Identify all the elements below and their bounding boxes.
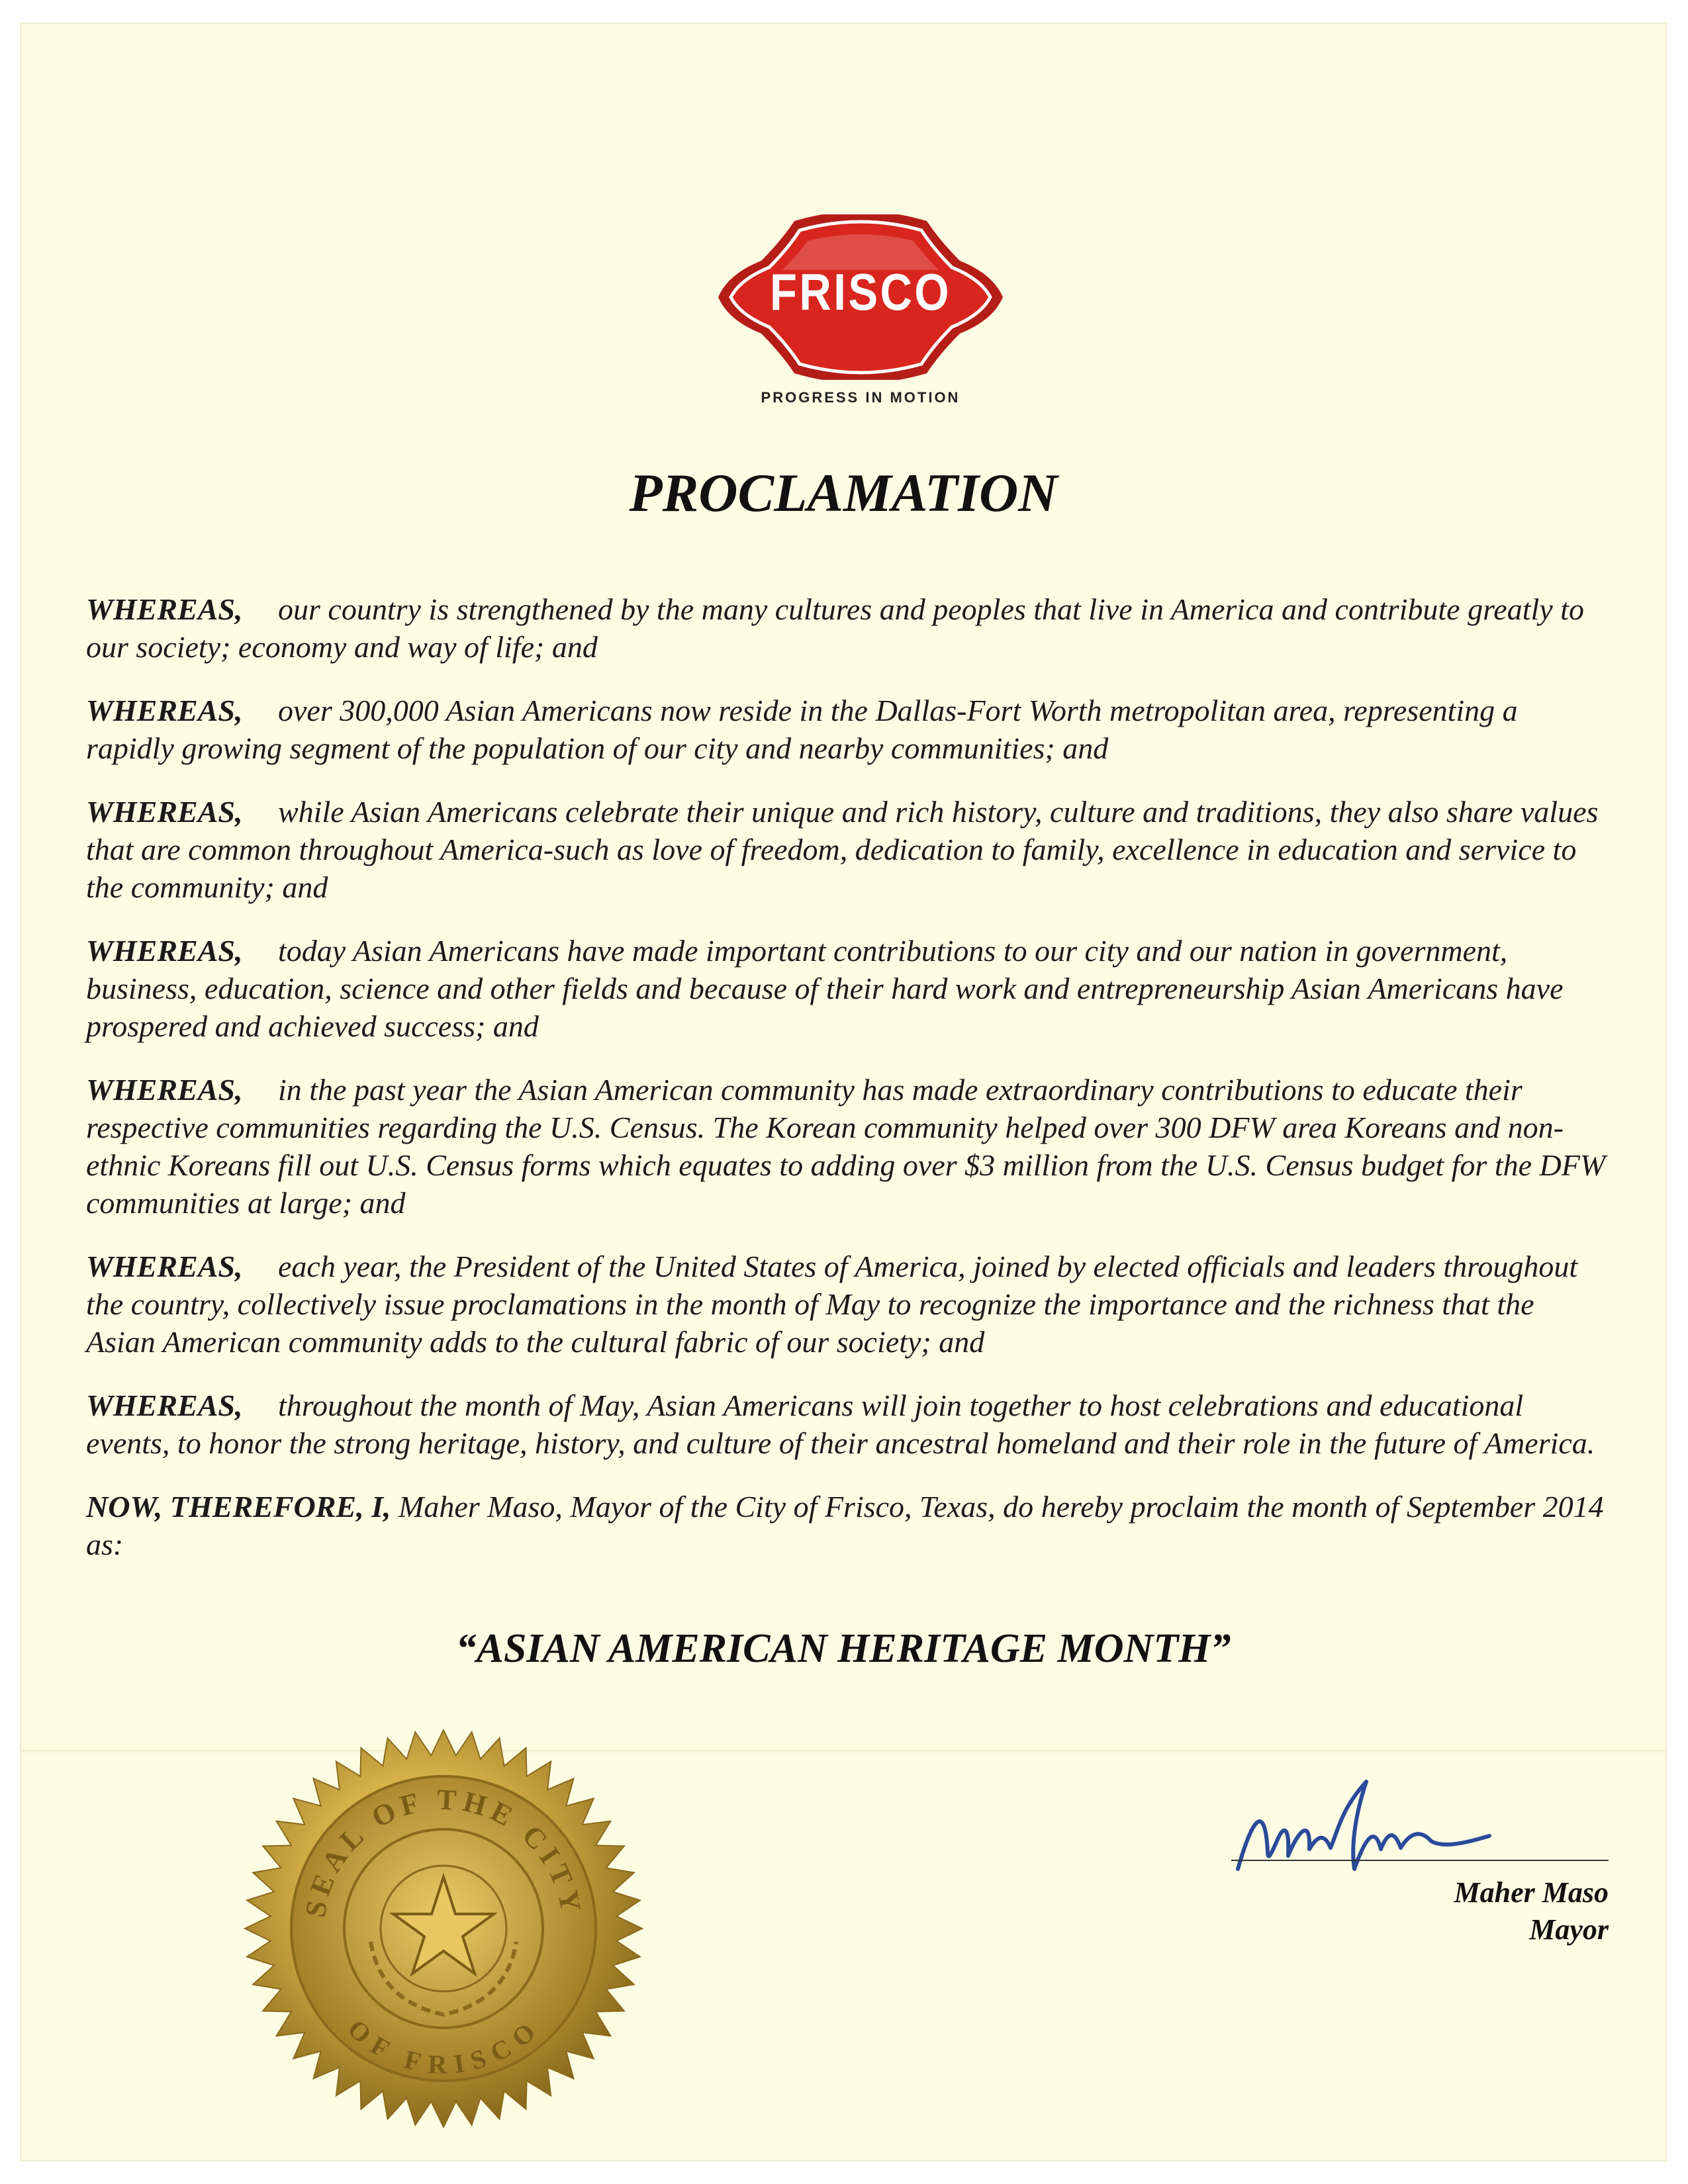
whereas-paragraph [86, 1248, 1609, 1361]
signer-title: Mayor [1529, 1913, 1609, 1946]
paragraph-lead: WHEREAS, [86, 1073, 243, 1107]
paragraph-lead: WHEREAS, [86, 934, 243, 968]
whereas-paragraph [86, 590, 1609, 666]
paragraph-lead: WHEREAS, [86, 592, 243, 626]
paragraph-text: in the past year the Asian American community has made extraordinary contributions to educate their respective communities regarding the U.S. Census. The Korean community helped over 300 DFW area Koreans and non-ethnic Koreans fill out U.S. Census forms which equates to adding over $3 million from the U.S. Census budget for the DFW communities at large; and [86, 1073, 1606, 1220]
paragraph-text: over 300,000 Asian Americans now reside in the Dallas-Fort Worth metropolitan area, representing a rapidly growing segment of the population of our city and nearby communities; and [86, 694, 1518, 765]
paragraph-lead: WHEREAS, [86, 1250, 243, 1283]
frisco-logo [715, 214, 1006, 413]
signature-line [1231, 1860, 1609, 1861]
proclamation-statement [86, 1488, 1609, 1563]
paragraph-lead: WHEREAS, [86, 694, 243, 727]
document-title: PROCLAMATION [629, 463, 1058, 523]
heritage-month-headline: “ASIAN AMERICAN HERITAGE MONTH” [455, 1626, 1231, 1671]
paragraph-text: throughout the month of May, Asian Americans will join together to host celebrations and educational events, to honor the strong heritage, history, and culture of their ancestral homeland and their role in the future of America. [86, 1388, 1595, 1460]
paragraph-lead: WHEREAS, [86, 1388, 243, 1422]
proclamation-body [86, 590, 1609, 1589]
paragraph-text: each year, the President of the United States of America, joined by elected officials and leaders throughout the country, collectively issue proclamations in the month of May to recognize the importance and the richness that the Asian American community adds to the cultural fabric of our society; and [86, 1250, 1578, 1359]
seal-text-top: SEAL OF THE CITY [299, 1783, 588, 1920]
whereas-paragraph [86, 692, 1609, 767]
paragraph-text: today Asian Americans have made important contributions to our city and our nation in government, business, education, science and other fields and because of their hard work and entrepreneurship Asian Americans have prospered and achieved success; and [86, 934, 1564, 1043]
proclamation-lead: NOW, THEREFORE, I, [86, 1490, 391, 1524]
proclamation-page [20, 23, 1667, 2161]
logo-wordmark: FRISCO [769, 263, 952, 321]
gold-seal-icon [238, 1723, 649, 2134]
paragraph-text: our country is strengthened by the many cultures and peoples that live in America and contribute greatly to our society; economy and way of life; and [86, 592, 1584, 664]
mayor-signature [1225, 1770, 1503, 1882]
whereas-paragraph [86, 1071, 1609, 1222]
whereas-paragraph [86, 932, 1609, 1045]
logo-tagline: PROGRESS IN MOTION [761, 389, 961, 406]
paragraph-text: while Asian Americans celebrate their unique and rich history, culture and traditions, they also share values that are common throughout America-such as love of freedom, dedication to family, excellence in education and service to the community; and [86, 795, 1599, 904]
seal-text-bottom: OF FRISCO [342, 2013, 545, 2080]
signer-name: Maher Maso [1454, 1876, 1609, 1909]
whereas-paragraph [86, 1387, 1609, 1462]
whereas-paragraph [86, 793, 1609, 906]
paragraph-lead: WHEREAS, [86, 795, 243, 829]
city-seal [238, 1723, 649, 2134]
proclamation-text: Maher Maso, Mayor of the City of Frisco, Texas, do hereby proclaim the month of September 2014 as: [86, 1490, 1604, 1561]
